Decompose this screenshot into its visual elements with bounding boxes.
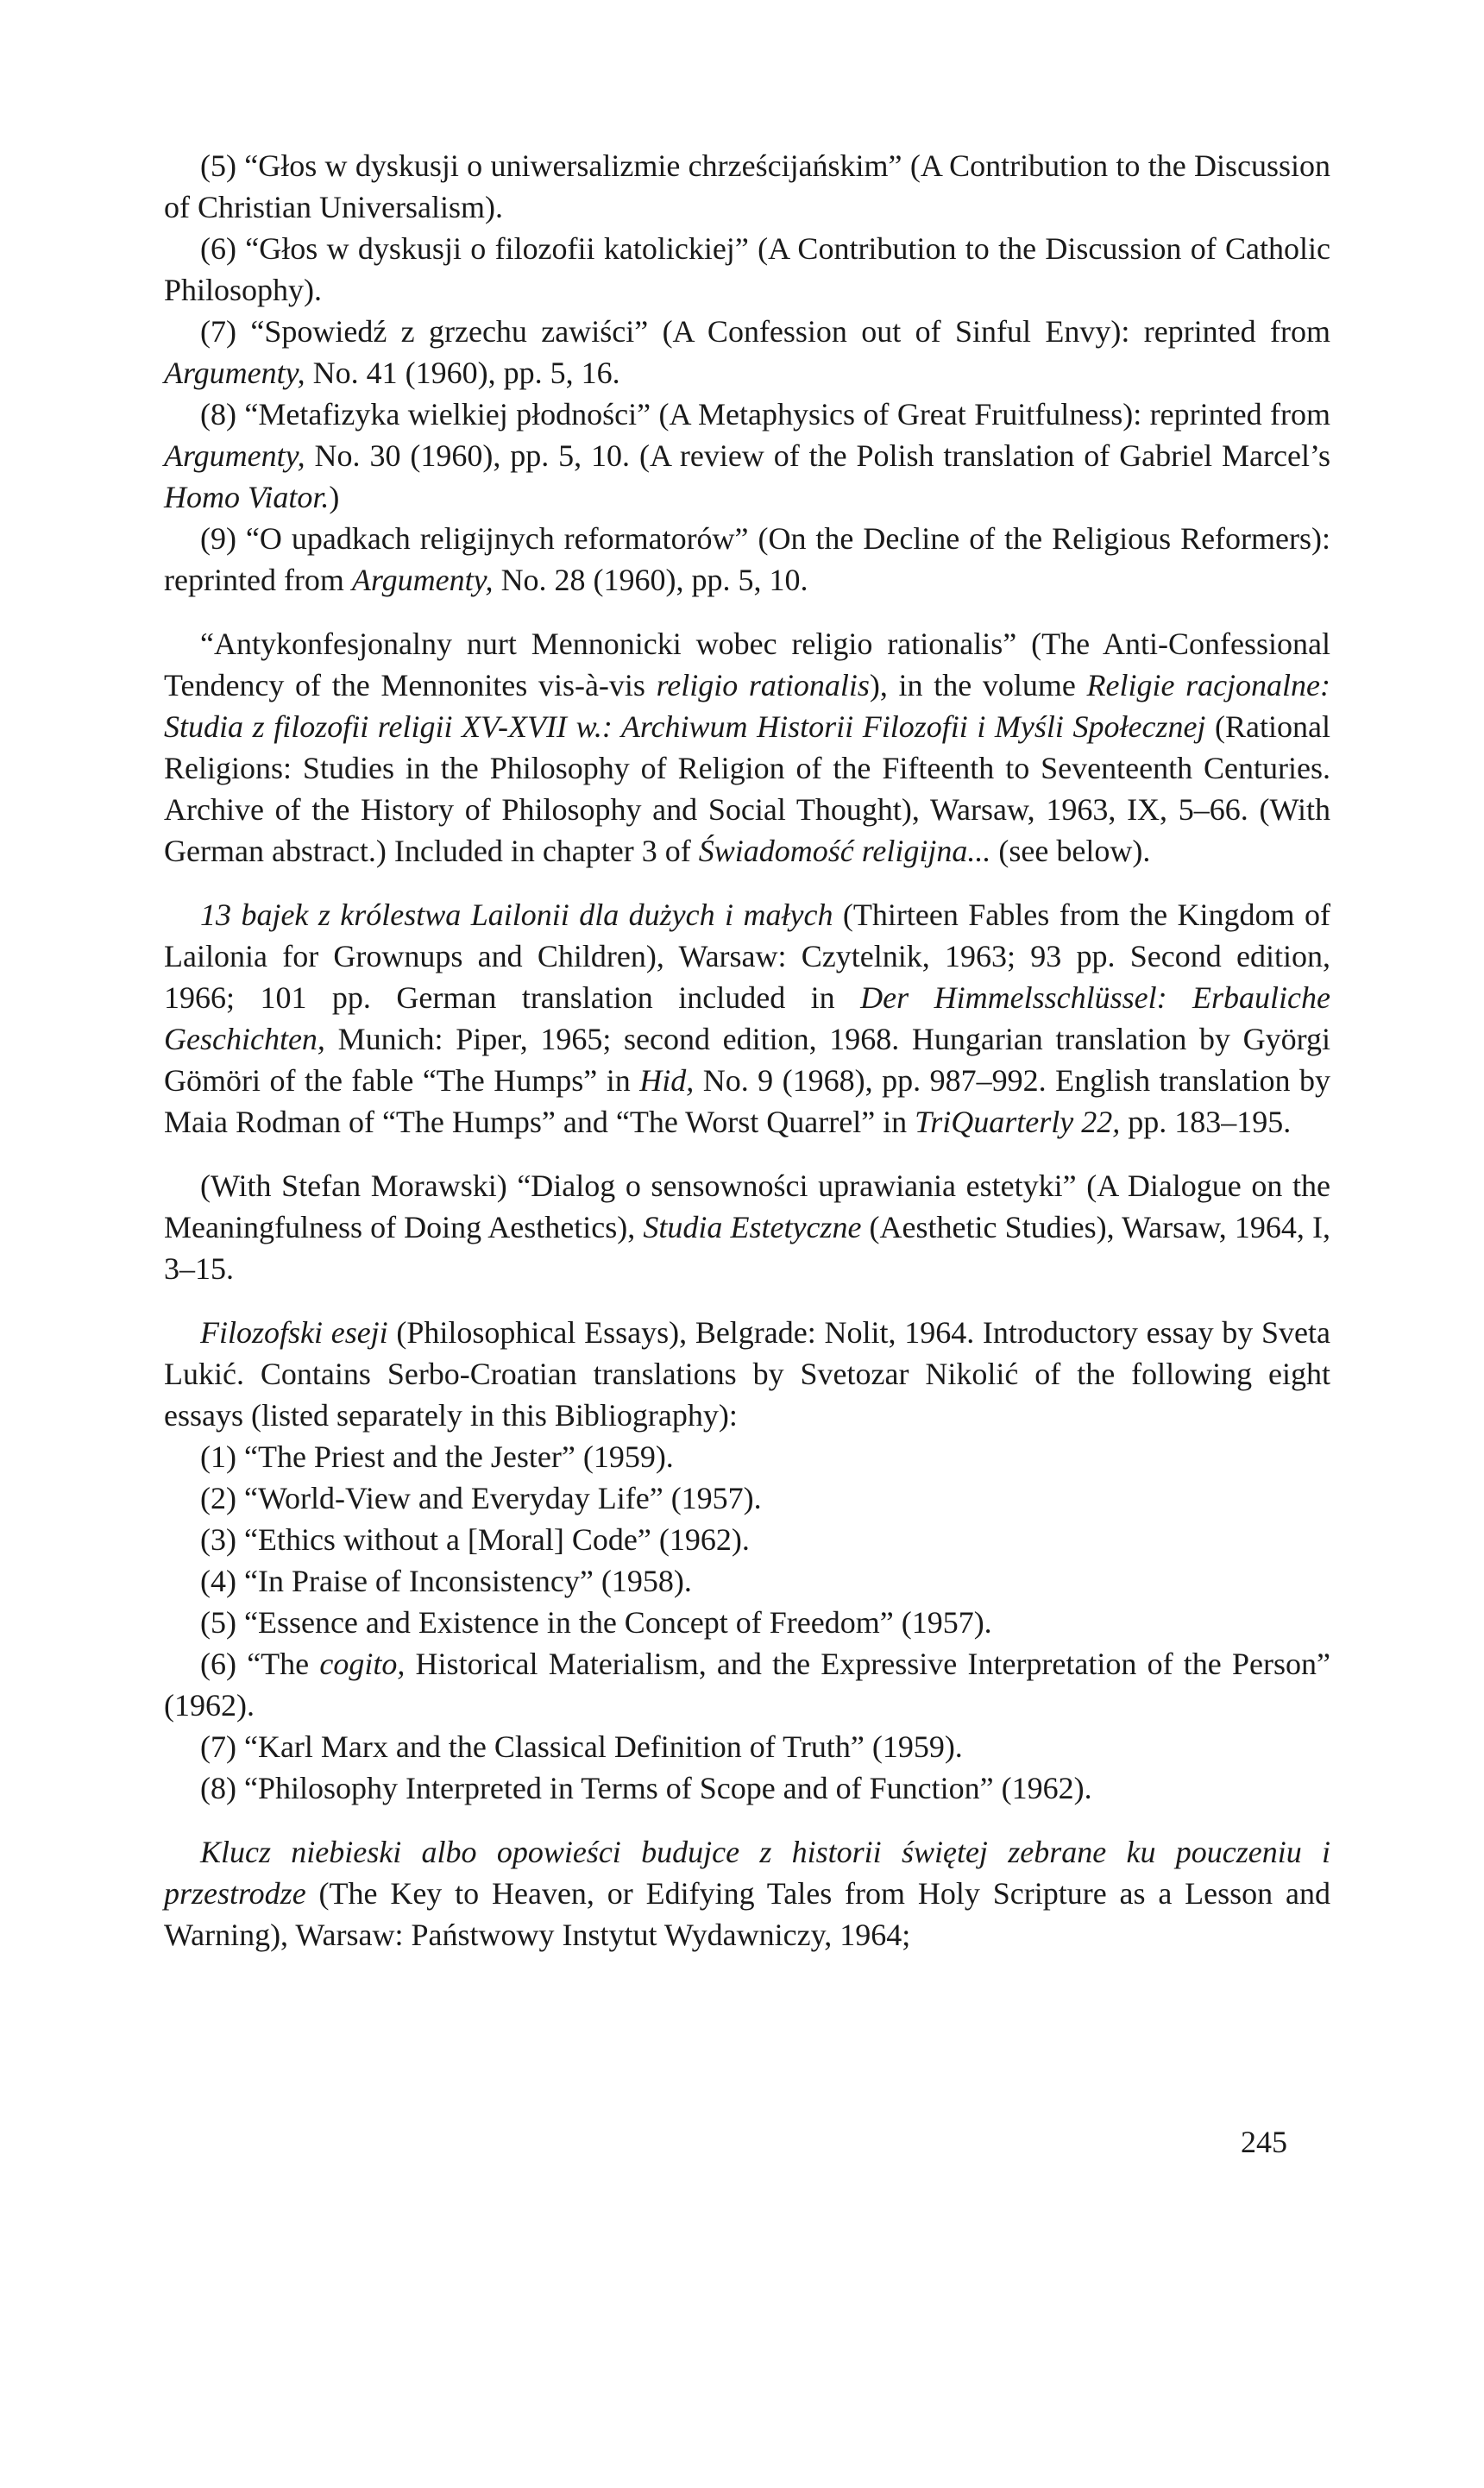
- essay-list-item: (3) “Ethics without a [Moral] Code” (1962).: [200, 1522, 750, 1557]
- essay-list-item: (2) “World-View and Everyday Life” (1957).: [200, 1481, 762, 1515]
- entry-spowiedz: (7) “Spowiedź z grzechu zawiści” (A Confession out of Sinful Envy): reprinted from Argumenty, No. 41 (1960), pp. 5, 16.: [164, 314, 1330, 390]
- entry-metafizyka: (8) “Metafizyka wielkiej płodności” (A Metaphysics of Great Fruitfulness): reprinted from Argumenty, No. 30 (1960), pp. 5, 10. (A review of the Polish translation of Gabriel Marcel’s Homo Viator.): [164, 397, 1330, 514]
- essay-list-item: (4) “In Praise of Inconsistency” (1958).: [200, 1564, 692, 1598]
- essay-list-item: (8) “Philosophy Interpreted in Terms of Scope and of Function” (1962).: [200, 1771, 1092, 1805]
- essay-list-item: (7) “Karl Marx and the Classical Definition of Truth” (1959).: [200, 1729, 963, 1764]
- entry-13-bajek: 13 bajek z królestwa Lailonii dla dużych i małych (Thirteen Fables from the Kingdom of Lailonia for Grownups and Children), Warsaw: Czytelnik, 1963; 93 pp. Second edition, 1966; 101 pp. German translation included in Der Himmelsschlüssel: Erbauliche Geschichten, Munich: Piper, 1965; second edition, 1968. Hungarian translation by Györgi Gömöri of the fable “The Humps” in Hid, No. 9 (1968), pp. 987–992. English translation by Maia Rodman of “The Humps” and “The Worst Quarrel” in TriQuarterly 22, pp. 183–195.: [164, 898, 1331, 1139]
- entry-glos-uniwersalizm: (5) “Głos w dyskusji o uniwersalizmie chrześcijańskim” (A Contribution to the Discussion of Christian Universalism).: [164, 148, 1330, 224]
- essay-list-item: (1) “The Priest and the Jester” (1959).: [200, 1439, 674, 1474]
- entry-glos-filozofia: (6) “Głos w dyskusji o filozofii katolickiej” (A Contribution to the Discussion of Catholic Philosophy).: [164, 231, 1330, 307]
- entry-klucz-niebieski: Klucz niebieski albo opowieści budujce z historii świętej zebrane ku pouczeniu i przestrodze (The Key to Heaven, or Edifying Tales from Holy Scripture as a Lesson and Warning), Warsaw: Państwowy Instytut Wydawniczy, 1964;: [164, 1835, 1330, 1952]
- entry-antykonfesjonalny: “Antykonfesjonalny nurt Mennonicki wobec religio rationalis” (The Anti-Confessional Tendency of the Mennonites vis-à-vis religio rationalis), in the volume Religie racjonalne: Studia z filozofii religii XV-XVII w.: Archiwum Historii Filozofii i Myśli Społecznej (Rational Religions: Studies in the Philosophy of Religion of the Fifteenth to Seventeenth Centuries. Archive of the History of Philosophy and Social Thought), Warsaw, 1963, IX, 5–66. (With German abstract.) Included in chapter 3 of Świadomość religijna... (see below).: [164, 627, 1331, 868]
- essay-list-item: (6) “The cogito, Historical Materialism, and the Expressive Interpretation of the Person” (1962).: [164, 1647, 1330, 1723]
- entry-filozofski-eseji: Filozofski eseji (Philosophical Essays), Belgrade: Nolit, 1964. Introductory essay by Sveta Lukić. Contains Serbo-Croatian translations by Svetozar Nikolić of the following eight essays (listed separately in this Bibliography):: [164, 1315, 1330, 1433]
- essay-list-item: (5) “Essence and Existence in the Concept of Freedom” (1957).: [200, 1605, 992, 1640]
- entry-dialog-estetyka: (With Stefan Morawski) “Dialog o sensowności uprawiania estetyki” (A Dialogue on the Meaningfulness of Doing Aesthetics), Studia Estetyczne (Aesthetic Studies), Warsaw, 1964, I, 3–15.: [164, 1168, 1331, 1286]
- entry-upadki: (9) “O upadkach religijnych reformatorów” (On the Decline of the Religious Reformers): reprinted from Argumenty, No. 28 (1960), pp. 5, 10.: [164, 521, 1330, 597]
- page-number: 245: [1241, 2125, 1287, 2159]
- bibliography-page: [164, 145, 1330, 1956]
